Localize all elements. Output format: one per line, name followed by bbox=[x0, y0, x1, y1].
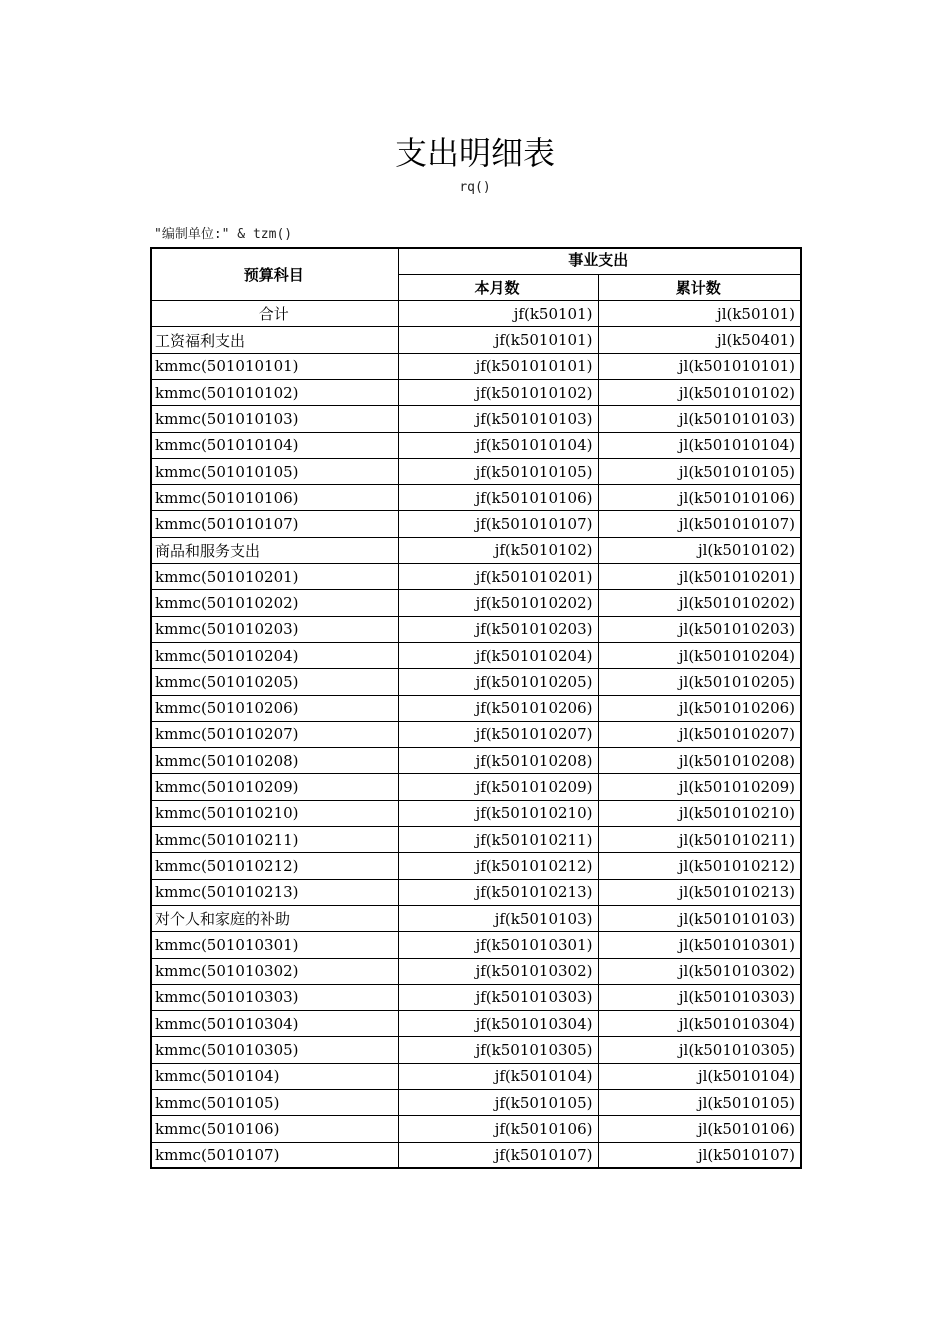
budget-subject-cell: kmmc(501010212) bbox=[151, 853, 398, 879]
this-month-cell: jf(k5010101) bbox=[398, 327, 598, 353]
table-body bbox=[151, 301, 801, 1169]
budget-subject-cell: kmmc(501010207) bbox=[151, 721, 398, 747]
this-month-cell: jf(k501010103) bbox=[398, 406, 598, 432]
table-row bbox=[151, 1011, 801, 1037]
budget-subject-cell: kmmc(501010301) bbox=[151, 932, 398, 958]
budget-subject-cell: kmmc(501010201) bbox=[151, 564, 398, 590]
budget-subject-cell: kmmc(501010213) bbox=[151, 879, 398, 905]
budget-subject-cell: kmmc(501010104) bbox=[151, 432, 398, 458]
budget-subject-cell: kmmc(501010303) bbox=[151, 984, 398, 1010]
this-month-cell: jf(k501010205) bbox=[398, 669, 598, 695]
this-month-cell: jf(k501010209) bbox=[398, 774, 598, 800]
cumulative-cell: jl(k501010211) bbox=[598, 827, 801, 853]
cumulative-cell: jl(k501010103) bbox=[598, 406, 801, 432]
this-month-cell: jf(k501010105) bbox=[398, 458, 598, 484]
cumulative-cell: jl(k501010204) bbox=[598, 642, 801, 668]
budget-subject-cell: kmmc(501010205) bbox=[151, 669, 398, 695]
cumulative-cell: jl(k501010205) bbox=[598, 669, 801, 695]
table-row bbox=[151, 932, 801, 958]
this-month-cell: jf(k501010301) bbox=[398, 932, 598, 958]
cumulative-cell: jl(k501010305) bbox=[598, 1037, 801, 1063]
table-row bbox=[151, 485, 801, 511]
this-month-cell: jf(k501010101) bbox=[398, 353, 598, 379]
cumulative-cell: jl(k501010207) bbox=[598, 721, 801, 747]
cumulative-cell: jl(k501010102) bbox=[598, 379, 801, 405]
this-month-cell: jf(k5010106) bbox=[398, 1116, 598, 1142]
cumulative-cell: jl(k501010103) bbox=[598, 905, 801, 931]
this-month-cell: jf(k501010206) bbox=[398, 695, 598, 721]
budget-subject-cell: 合计 bbox=[151, 301, 398, 327]
this-month-cell: jf(k501010210) bbox=[398, 800, 598, 826]
budget-subject-cell: kmmc(501010211) bbox=[151, 827, 398, 853]
cumulative-cell: jl(k5010104) bbox=[598, 1063, 801, 1089]
this-month-cell: jf(k501010102) bbox=[398, 379, 598, 405]
table-row bbox=[151, 695, 801, 721]
cumulative-cell: jl(k501010209) bbox=[598, 774, 801, 800]
header-career-expenditure: 事业支出 bbox=[398, 248, 801, 274]
budget-subject-cell: kmmc(5010107) bbox=[151, 1142, 398, 1168]
budget-subject-cell: kmmc(501010107) bbox=[151, 511, 398, 537]
table-row bbox=[151, 1090, 801, 1116]
this-month-cell: jf(k501010107) bbox=[398, 511, 598, 537]
this-month-cell: jf(k501010305) bbox=[398, 1037, 598, 1063]
table-row bbox=[151, 353, 801, 379]
header-budget-subject: 预算科目 bbox=[151, 248, 398, 301]
table-row bbox=[151, 1142, 801, 1168]
table-row bbox=[151, 379, 801, 405]
table-row bbox=[151, 590, 801, 616]
table-row bbox=[151, 669, 801, 695]
cumulative-cell: jl(k501010107) bbox=[598, 511, 801, 537]
this-month-cell: jf(k501010304) bbox=[398, 1011, 598, 1037]
budget-subject-cell: kmmc(501010302) bbox=[151, 958, 398, 984]
table-row bbox=[151, 958, 801, 984]
budget-subject-cell: kmmc(501010210) bbox=[151, 800, 398, 826]
this-month-cell: jf(k501010213) bbox=[398, 879, 598, 905]
budget-subject-cell: kmmc(501010204) bbox=[151, 642, 398, 668]
this-month-cell: jf(k501010303) bbox=[398, 984, 598, 1010]
header-this-month: 本月数 bbox=[398, 274, 598, 300]
this-month-cell: jf(k501010211) bbox=[398, 827, 598, 853]
header-cumulative: 累计数 bbox=[598, 274, 801, 300]
cumulative-cell: jl(k501010301) bbox=[598, 932, 801, 958]
this-month-cell: jf(k5010105) bbox=[398, 1090, 598, 1116]
budget-subject-cell: kmmc(501010102) bbox=[151, 379, 398, 405]
cumulative-cell: jl(k501010202) bbox=[598, 590, 801, 616]
report-date: rq() bbox=[459, 180, 491, 195]
group-row bbox=[151, 537, 801, 563]
budget-subject-cell: kmmc(501010103) bbox=[151, 406, 398, 432]
table-row bbox=[151, 827, 801, 853]
expenditure-detail-table bbox=[150, 247, 802, 1169]
table-row bbox=[151, 1116, 801, 1142]
table-row bbox=[151, 458, 801, 484]
budget-subject-cell: kmmc(501010105) bbox=[151, 458, 398, 484]
this-month-cell: jf(k501010207) bbox=[398, 721, 598, 747]
budget-subject-cell: kmmc(501010304) bbox=[151, 1011, 398, 1037]
cumulative-cell: jl(k501010105) bbox=[598, 458, 801, 484]
this-month-cell: jf(k50101) bbox=[398, 301, 598, 327]
budget-subject-cell: kmmc(501010202) bbox=[151, 590, 398, 616]
group-row bbox=[151, 327, 801, 353]
cumulative-cell: jl(k5010105) bbox=[598, 1090, 801, 1116]
table-header bbox=[151, 248, 801, 301]
table-row bbox=[151, 564, 801, 590]
compiling-unit: "编制单位:" & tzm() bbox=[154, 227, 293, 242]
this-month-cell: jf(k5010102) bbox=[398, 537, 598, 563]
this-month-cell: jf(k501010212) bbox=[398, 853, 598, 879]
table-row bbox=[151, 774, 801, 800]
cumulative-cell: jl(k5010102) bbox=[598, 537, 801, 563]
cumulative-cell: jl(k50101) bbox=[598, 301, 801, 327]
table-row bbox=[151, 642, 801, 668]
budget-subject-cell: 商品和服务支出 bbox=[151, 537, 398, 563]
total-row bbox=[151, 301, 801, 327]
table-row bbox=[151, 721, 801, 747]
cumulative-cell: jl(k501010104) bbox=[598, 432, 801, 458]
cumulative-cell: jl(k50401) bbox=[598, 327, 801, 353]
budget-subject-cell: kmmc(501010209) bbox=[151, 774, 398, 800]
table-row bbox=[151, 984, 801, 1010]
this-month-cell: jf(k501010203) bbox=[398, 616, 598, 642]
cumulative-cell: jl(k501010106) bbox=[598, 485, 801, 511]
cumulative-cell: jl(k501010302) bbox=[598, 958, 801, 984]
budget-subject-cell: kmmc(501010101) bbox=[151, 353, 398, 379]
table-row bbox=[151, 748, 801, 774]
table-row bbox=[151, 1037, 801, 1063]
this-month-cell: jf(k501010202) bbox=[398, 590, 598, 616]
cumulative-cell: jl(k501010203) bbox=[598, 616, 801, 642]
this-month-cell: jf(k501010204) bbox=[398, 642, 598, 668]
this-month-cell: jf(k501010201) bbox=[398, 564, 598, 590]
table-row bbox=[151, 432, 801, 458]
cumulative-cell: jl(k501010213) bbox=[598, 879, 801, 905]
cumulative-cell: jl(k501010303) bbox=[598, 984, 801, 1010]
cumulative-cell: jl(k501010304) bbox=[598, 1011, 801, 1037]
cumulative-cell: jl(k501010212) bbox=[598, 853, 801, 879]
budget-subject-cell: kmmc(5010104) bbox=[151, 1063, 398, 1089]
budget-subject-cell: 工资福利支出 bbox=[151, 327, 398, 353]
budget-subject-cell: kmmc(5010106) bbox=[151, 1116, 398, 1142]
cumulative-cell: jl(k501010201) bbox=[598, 564, 801, 590]
cumulative-cell: jl(k5010107) bbox=[598, 1142, 801, 1168]
this-month-cell: jf(k501010106) bbox=[398, 485, 598, 511]
page-title: 支出明细表 bbox=[394, 134, 555, 172]
cumulative-cell: jl(k501010101) bbox=[598, 353, 801, 379]
table-row bbox=[151, 616, 801, 642]
budget-subject-cell: kmmc(501010305) bbox=[151, 1037, 398, 1063]
group-row bbox=[151, 905, 801, 931]
table-row bbox=[151, 853, 801, 879]
budget-subject-cell: kmmc(501010208) bbox=[151, 748, 398, 774]
this-month-cell: jf(k501010104) bbox=[398, 432, 598, 458]
budget-subject-cell: kmmc(501010106) bbox=[151, 485, 398, 511]
table-row bbox=[151, 511, 801, 537]
budget-subject-cell: kmmc(5010105) bbox=[151, 1090, 398, 1116]
cumulative-cell: jl(k501010206) bbox=[598, 695, 801, 721]
cumulative-cell: jl(k5010106) bbox=[598, 1116, 801, 1142]
this-month-cell: jf(k5010104) bbox=[398, 1063, 598, 1089]
table-row bbox=[151, 879, 801, 905]
budget-subject-cell: 对个人和家庭的补助 bbox=[151, 905, 398, 931]
cumulative-cell: jl(k501010208) bbox=[598, 748, 801, 774]
budget-subject-cell: kmmc(501010206) bbox=[151, 695, 398, 721]
table-row bbox=[151, 1063, 801, 1089]
this-month-cell: jf(k5010107) bbox=[398, 1142, 598, 1168]
this-month-cell: jf(k5010103) bbox=[398, 905, 598, 931]
table-row bbox=[151, 800, 801, 826]
this-month-cell: jf(k501010208) bbox=[398, 748, 598, 774]
this-month-cell: jf(k501010302) bbox=[398, 958, 598, 984]
budget-subject-cell: kmmc(501010203) bbox=[151, 616, 398, 642]
cumulative-cell: jl(k501010210) bbox=[598, 800, 801, 826]
table-row bbox=[151, 406, 801, 432]
